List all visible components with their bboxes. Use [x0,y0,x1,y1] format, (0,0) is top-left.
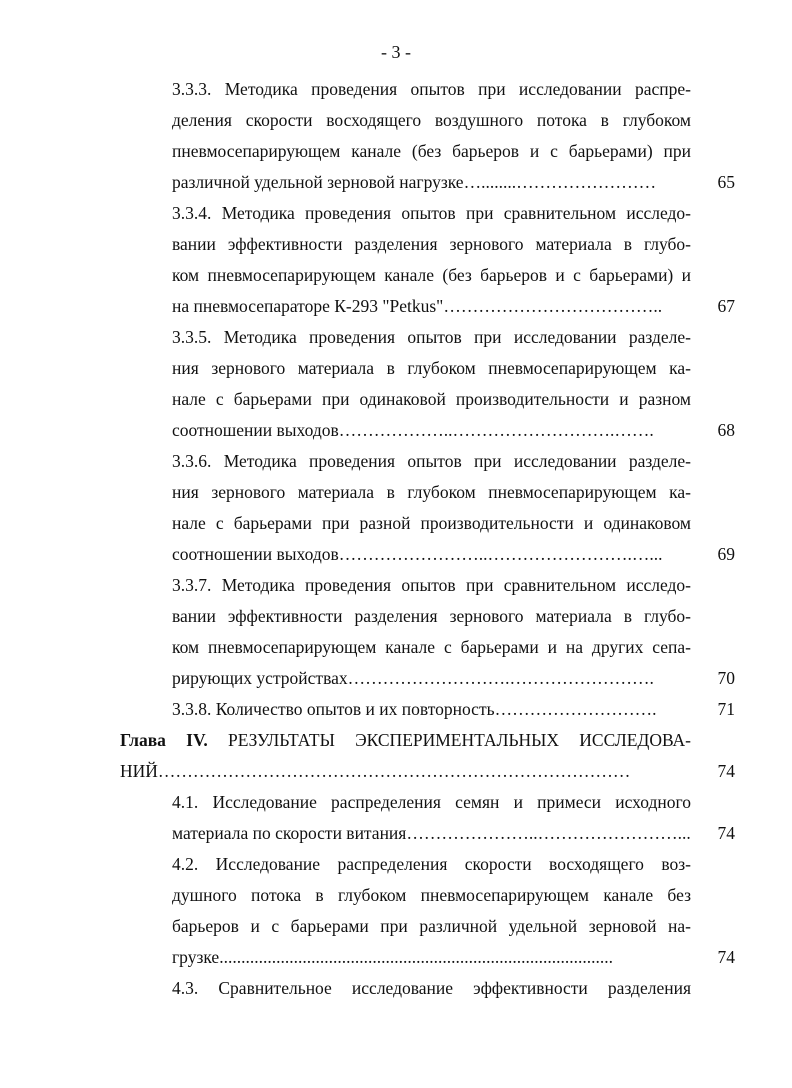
toc-line: вании эффективности разделения зернового материала в глубо- [172,606,691,626]
toc-line: соотношении выходов………………..……………………….……. [172,420,654,440]
toc-line: деления скорости восходящего воздушного потока в глубоком [172,110,691,130]
toc-entry-chapter-4 [120,725,735,787]
toc-entry-4-2 [120,849,735,973]
toc-page-number: 70 [717,668,735,688]
toc-entry-4-3 [120,973,735,1004]
toc-line: 4.1. Исследование распределения семян и примеси исходного [172,792,691,812]
toc-line: 3.3.8. Количество опытов и их повторность………………………. [172,699,657,719]
toc-line: ком пневмосепарирующем канале (без барьеров и с барьерами) и [172,265,691,285]
toc-line: ния зернового материала в глубоком пневмосепарирующем ка- [172,482,691,502]
toc-line: барьеров и с барьерами при различной удельной зерновой на- [172,916,691,936]
toc-entry-3-3-6 [120,446,735,570]
toc-page-number: 74 [717,823,735,843]
toc-entry-4-1 [120,787,735,849]
toc-line: ком пневмосепарирующем канале с барьерами и на других сепа- [172,637,691,657]
toc-line: 4.3. Сравнительное исследование эффективности разделения [172,978,691,998]
toc-line: пневмосепарирующем канале (без барьеров и с барьерами) при [172,141,691,161]
toc-page-number: 74 [717,761,735,781]
toc-line: рирующих устройствах……………………….……………………. [172,668,654,688]
toc-line: соотношении выходов……………………..…………………….…... [172,544,663,564]
toc-page-number: 65 [717,172,735,192]
toc-entry-3-3-4 [120,198,735,322]
page-number: - 3 - [381,42,411,62]
toc-line: 3.3.3. Методика проведения опытов при исследовании распре- [172,79,691,99]
toc-page-number: 74 [717,947,735,967]
toc-line: материала по скорости витания…………………..……………………... [172,823,691,843]
toc-entry-3-3-5 [120,322,735,446]
toc-line: на пневмосепараторе К-293 "Petkus"……………………………….. [172,296,663,316]
toc-line: 3.3.5. Методика проведения опытов при исследовании разделе- [172,327,691,347]
chapter-title: РЕЗУЛЬТАТЫ ЭКСПЕРИМЕНТАЛЬНЫХ ИССЛЕДОВА- [207,730,691,750]
toc-line: нале с барьерами при одинаковой производительности и разном [172,389,691,409]
table-of-contents [120,74,735,1004]
toc-line: нале с барьерами при разной производительности и одинаковом [172,513,691,533]
toc-line: грузке.......................................................................................... [172,947,613,967]
toc-page-number: 67 [717,296,735,316]
toc-line: НИЙ……………………………………………………………………… [120,761,631,781]
toc-line: 3.3.6. Методика проведения опытов при исследовании разделе- [172,451,691,471]
toc-line: душного потока в глубоком пневмосепарирующем канале без [172,885,691,905]
toc-line: вании эффективности разделения зернового материала в глубо- [172,234,691,254]
toc-entry-3-3-7 [120,570,735,694]
toc-line: 3.3.4. Методика проведения опытов при сравнительном исследо- [172,203,691,223]
toc-chapter-line [120,725,691,756]
toc-page-number: 68 [717,420,735,440]
toc-page-number: 69 [717,544,735,564]
toc-line: различной удельной зерновой нагрузке…........…………………… [172,172,657,192]
toc-entry-3-3-8 [120,694,735,725]
toc-entry-3-3-3 [120,74,735,198]
toc-line: 4.2. Исследование распределения скорости восходящего воз- [172,854,691,874]
toc-page-number: 71 [717,699,735,719]
toc-line: ния зернового материала в глубоком пневмосепарирующем ка- [172,358,691,378]
toc-line: 3.3.7. Методика проведения опытов при сравнительном исследо- [172,575,691,595]
chapter-label: Глава IV. [120,730,208,750]
